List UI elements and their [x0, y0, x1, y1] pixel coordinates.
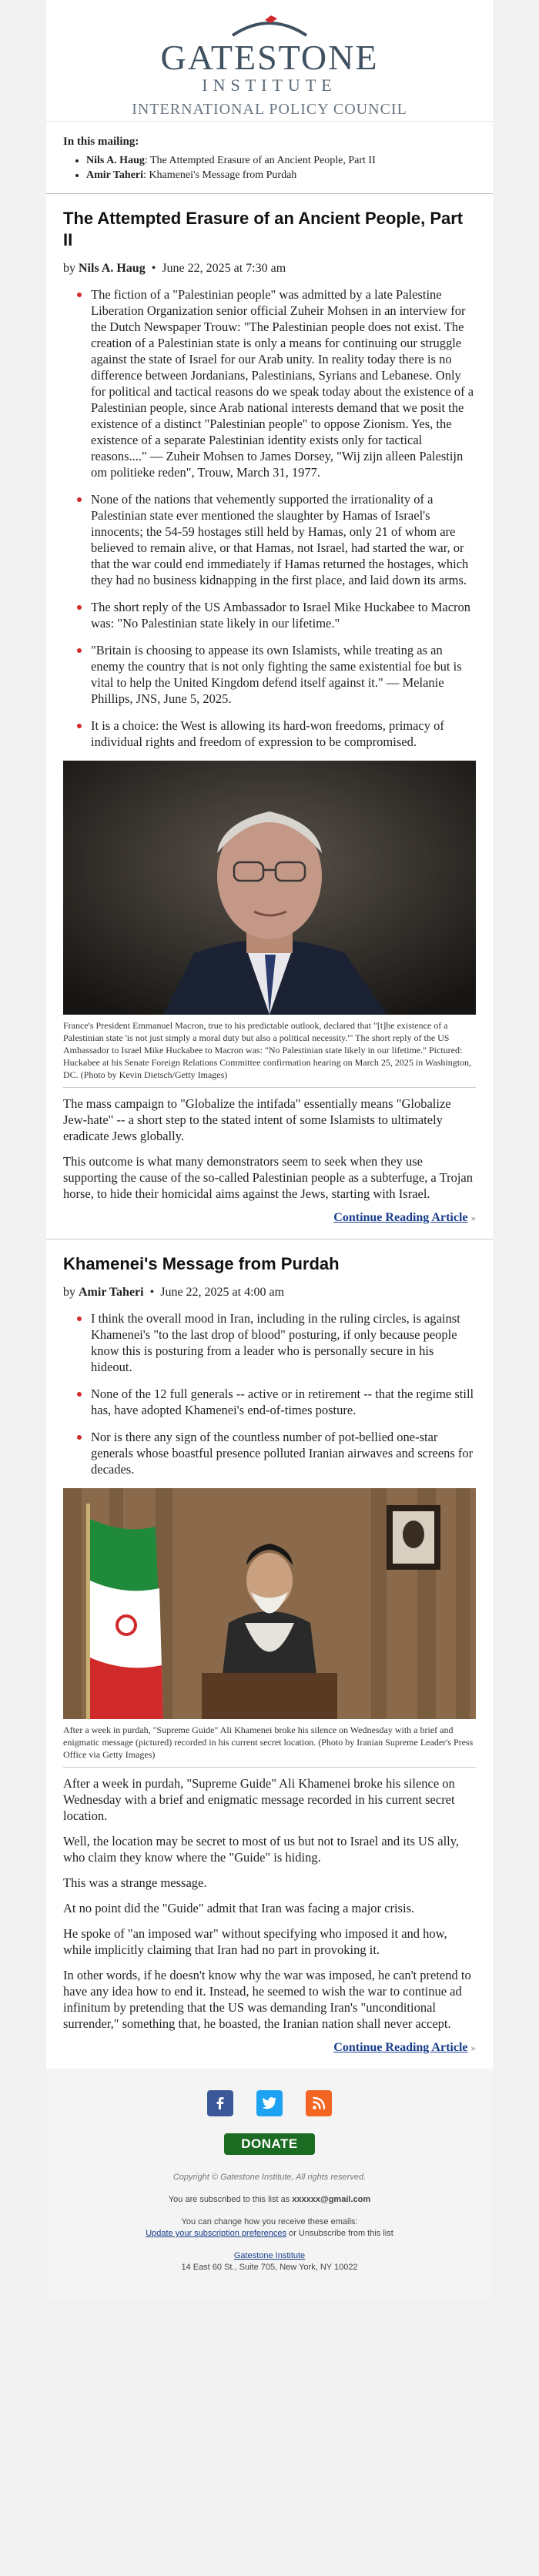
- body-paragraph: At no point did the "Guide" admit that Iran was facing a major crisis.: [63, 1901, 415, 1915]
- summary-bullet: None of the nations that vehemently supported the irrationality of a Palestinian state ever mentioned the slaughter by Hamas of Israel's innocents; the 54-59 hostages still held by Hamas, only 21 of whom are believed to remain alive, or that Hamas, not Israel, had started the war, or that the war could end immediately if Hamas returned the hostages, which they had no business kidnapping in the first place, and laid down its arms.: [91, 491, 476, 588]
- facebook-icon[interactable]: [207, 2090, 233, 2116]
- body-paragraph: In other words, if he doesn't know why the war was imposed, he can't pretend to have any idea how to end it. Instead, he seemed to wish the war to continue ad infinitum by pretending that the US was demanding Iran's "unconditional surrender," something that, he boasted, the Iranian nation shall never accept.: [63, 1968, 471, 2031]
- byline-separator: •: [148, 262, 159, 275]
- continue-reading: [63, 2041, 476, 2055]
- body-paragraph: This outcome is what many demonstrators seem to seek when they use supporting the cause of the so-called Palestinian people as a subterfuge, a Trojan horse, to hide their homicidal aims against the Jews, starting with Israel.: [63, 1154, 473, 1201]
- change-text: You can change how you receive these emails:: [181, 2217, 358, 2226]
- toc-item[interactable]: [86, 169, 476, 182]
- subscriber-email: xxxxxx@gmail.com: [292, 2195, 371, 2204]
- article-title[interactable]: The Attempted Erasure of an Ancient People, Part II: [63, 209, 464, 249]
- body-paragraph: After a week in purdah, "Supreme Guide" Ali Khamenei broke his silence on Wednesday with a brief and enigmatic message recorded in his current secret location.: [63, 1776, 455, 1823]
- logo-name[interactable]: GATESTONE: [160, 38, 379, 77]
- author-link[interactable]: Nils A. Haug: [79, 262, 146, 275]
- chevron-right-icon: »: [470, 1212, 476, 1223]
- subscribed-prefix: You are subscribed to this list as: [168, 2195, 290, 2204]
- summary-bullet: The short reply of the US Ambassador to Israel Mike Huckabee to Macron was: "No Palestinian state likely in our lifetime.": [91, 599, 476, 631]
- org-name-link[interactable]: Gatestone Institute: [233, 2251, 306, 2260]
- continue-reading-link[interactable]: Continue Reading Article: [333, 1211, 468, 1224]
- summary-bullet: The fiction of a "Palestinian people" was admitted by a late Palestine Liberation Organization senior official Zuheir Mohsen in an interview for the Dutch Newspaper Trouw: "The Palestinian people does not exist. The creation of a Palestinian state is only a means for continuing our struggle against the state of Israel for our Arab unity. In reality today there is no difference between Jordanians, Palestinians, Syrians and Lebanese. Only for political and tactical reasons do we speak today about the existence of a Palestinian people, since Arab national interests demand that we posit the existence of a distinct "Palestinian people" to oppose Zionism. Yes, the existence of a separate Palestinian identity exists only for tactical reasons...." — Zuheir Mohsen to James Dorsey, "Wij zijn alleen Palestijn om politieke reden", Trouw, March 31, 1977.: [91, 286, 476, 480]
- rss-icon[interactable]: [306, 2090, 332, 2116]
- toc-author: Amir Taheri: [86, 169, 144, 181]
- social-links: [46, 2090, 493, 2116]
- toc-author: Nils A. Haug: [86, 155, 145, 166]
- body-paragraph: The mass campaign to "Globalize the intifada" essentially means "Globalize Jew-hate" -- a short step to the stated intent of some Islamists to ultimately eradicate Jews globally.: [63, 1096, 451, 1143]
- photo-caption: After a week in purdah, "Supreme Guide" Ali Khamenei broke his silence on Wednesday with a brief and enigmatic message (pictured) recorded in his current secret location. (Photo by Iranian Supreme Leader's Press Office via Getty Images): [63, 1724, 476, 1768]
- mailing-toc: [46, 122, 493, 194]
- summary-bullets: [63, 286, 476, 750]
- summary-bullet: It is a choice: the West is allowing its hard-won freedoms, primacy of individual rights and freedom of expression to be compromised.: [91, 718, 476, 750]
- logo-subtitle: INSTITUTE: [202, 75, 337, 95]
- subscription-note: [46, 2194, 493, 2206]
- donate-button[interactable]: DONATE: [224, 2133, 315, 2155]
- update-preferences-link[interactable]: Update your subscription preferences: [146, 2229, 287, 2238]
- toc-title: : The Attempted Erasure of an Ancient People, Part II: [144, 155, 376, 166]
- preferences-note: [46, 2216, 493, 2240]
- gatestone-logo-icon: [223, 14, 316, 37]
- email-container: [46, 0, 493, 2300]
- chevron-right-icon: »: [470, 2042, 476, 2053]
- mailing-heading: In this mailing:: [63, 135, 139, 148]
- byline: [63, 1286, 476, 1300]
- author-link[interactable]: Amir Taheri: [79, 1286, 144, 1299]
- body-paragraph: He spoke of "an imposed war" without specifying who imposed it and how, while implicitly claiming that Iran had no part in provoking it.: [63, 1926, 447, 1957]
- article-date: June 22, 2025 at 4:00 am: [160, 1286, 285, 1299]
- article-photo-khamenei[interactable]: [63, 1488, 476, 1719]
- article-haug: [46, 208, 493, 1225]
- article-date: June 22, 2025 at 7:30 am: [162, 262, 286, 275]
- body-paragraph: This was a strange message.: [63, 1875, 207, 1890]
- summary-bullets: [63, 1310, 476, 1477]
- photo-caption: France's President Emmanuel Macron, true to his predictable outlook, declared that "[t]he existence of a Palestinian state 'is not just simply a moral duty but also a political necessity.'" The short reply of the US Ambassador to Israel Mike Huckabee to Macron was: "No Palestinian state likely in our lifetime." Pictured: Huckabee at his Senate Foreign Relations Committee confirmation hearing on March 25, 2025 in Washington, DC. (Photo by Kevin Dietsch/Getty Images): [63, 1019, 476, 1088]
- copyright-text: Copyright © Gatestone Institute, All rights reserved.: [172, 2173, 367, 2182]
- byline: [63, 262, 476, 276]
- continue-reading: [63, 1211, 476, 1225]
- toc-title: : Khamenei's Message from Purdah: [143, 169, 297, 181]
- summary-bullet: None of the 12 full generals -- active or in retirement -- that the regime still has, have adopted Khamenei's end-of-times posture.: [91, 1386, 476, 1418]
- footer: [46, 2069, 493, 2300]
- logo-tagline: INTERNATIONAL POLICY COUNCIL: [132, 101, 407, 118]
- twitter-icon[interactable]: [256, 2090, 283, 2116]
- toc-item[interactable]: [86, 155, 476, 167]
- summary-bullet: Nor is there any sign of the countless number of pot-bellied one-star generals whose boastful presence polluted Iranian airwaves and screens for decades.: [91, 1429, 476, 1477]
- body-paragraph: Well, the location may be secret to most of us but not to Israel and its US ally, who claim they know where the "Guide" is hiding.: [63, 1834, 460, 1865]
- article-taheri: [46, 1253, 493, 2055]
- footer-legal: [46, 2172, 493, 2273]
- summary-bullet: "Britain is choosing to appease its own Islamists, while treating as an enemy the country that is not only fighting the same existential foe but is vital to help the United Kingdom defend itself against it." — Melanie Phillips, JNS, June 5, 2025.: [91, 642, 476, 707]
- byline-separator: •: [146, 1286, 158, 1299]
- byline-by: by: [63, 1286, 75, 1299]
- continue-reading-link[interactable]: Continue Reading Article: [333, 2041, 468, 2054]
- org-address-text: 14 East 60 St., Suite 705, New York, NY 10022: [181, 2263, 358, 2272]
- article-title[interactable]: Khamenei's Message from Purdah: [63, 1254, 340, 1273]
- header: [46, 0, 493, 122]
- summary-bullet: I think the overall mood in Iran, including in the ruling circles, is against Khamenei's "to the last drop of blood" posturing, if only because people know this is posturing from a leader who is personally secure in his hideout.: [91, 1310, 476, 1375]
- org-address: [46, 2250, 493, 2273]
- byline-by: by: [63, 262, 75, 275]
- article-photo-huckabee[interactable]: [63, 761, 476, 1015]
- unsubscribe-link[interactable]: or Unsubscribe from this list: [289, 2229, 393, 2238]
